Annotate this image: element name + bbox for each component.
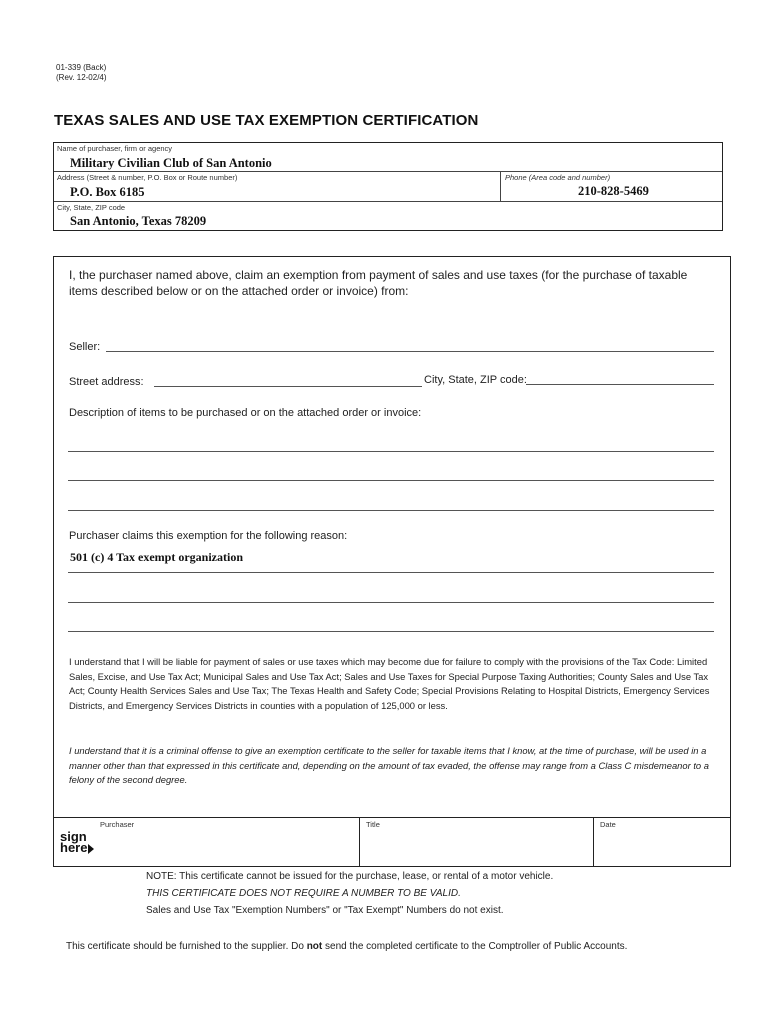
phone-label: Phone (Area code and number) <box>505 173 611 182</box>
reason-line-2[interactable] <box>68 602 714 603</box>
city-label: City, State, ZIP code <box>57 203 126 212</box>
date-label: Date <box>600 820 616 829</box>
here-word-row <box>60 842 94 854</box>
liability-statement: I understand that I will be liable for payment of sales or use taxes which may become due for failure to comply with the provisions of the Tax Code: Limited Sales, Excise, and Use Tax Act; Municipal Sales and Use Tax Act; Sales and Use Taxes for Special Purpose Taxing Authorities; County Sales and Use Tax Act; County Health Services Sales and Use Tax; The Texas Health and Safety Code; Special Provisions Relating to Hospital Districts, Emergency Services Districts, and Emergency Services Districts in counties with a population of 125,000 or less. <box>69 656 710 711</box>
exemption-claim-box <box>53 256 731 867</box>
title-label: Title <box>366 820 380 829</box>
reason-field[interactable]: 501 (c) 4 Tax exempt organization <box>70 550 243 564</box>
purchaser-name-label: Name of purchaser, firm or agency <box>57 144 173 153</box>
footer-instruction <box>66 941 627 952</box>
reason-label: Purchaser claims this exemption for the following reason: <box>69 530 348 542</box>
description-label: Description of items to be purchased or on the attached order or invoice: <box>69 407 422 419</box>
here-word: here <box>60 840 88 855</box>
purchaser-info-box <box>53 142 723 231</box>
street-address-label: Street address: <box>69 376 144 388</box>
form-number-block <box>56 63 107 83</box>
description-line-1[interactable] <box>68 451 714 452</box>
address-field[interactable]: P.O. Box 6185 <box>70 185 145 199</box>
purchaser-signature-label: Purchaser <box>100 820 135 829</box>
seller-city-input-line[interactable] <box>526 384 714 385</box>
note-no-number: THIS CERTIFICATE DOES NOT REQUIRE A NUMBER TO BE VALID. <box>146 888 461 899</box>
purchaser-name-row <box>54 143 722 172</box>
city-field[interactable]: San Antonio, Texas 78209 <box>70 214 207 228</box>
sign-word: sign <box>60 829 87 844</box>
description-line-3[interactable] <box>68 510 714 511</box>
footer-bold-not: not <box>306 941 323 952</box>
form-number: 01-339 (Back) <box>56 63 107 72</box>
note-exemption-numbers: Sales and Use Tax "Exemption Numbers" or "Tax Exempt" Numbers do not exist. <box>146 905 504 916</box>
purchaser-name-field[interactable]: Military Civilian Club of San Antonio <box>70 156 272 170</box>
phone-field[interactable]: 210-828-5469 <box>578 184 649 198</box>
seller-city-label: City, State, ZIP code: <box>424 374 527 386</box>
criminal-offense-statement: I understand that it is a criminal offense to give an exemption certificate to the seller for taxable items that I know, at the time of purchase, will be used in a manner other than that expressed in this certificate and, depending on the amount of tax evaded, the offense may range from a Class C misdemeanor to a felony of the second degree. <box>69 745 709 786</box>
note-block <box>146 868 553 919</box>
street-address-input-line[interactable] <box>154 386 422 387</box>
seller-input-line[interactable] <box>106 351 714 352</box>
footer-part-2: send the completed certificate to the Comptroller of Public Accounts. <box>322 941 628 952</box>
purchaser-address-row <box>54 172 722 202</box>
purchaser-city-row <box>54 202 722 230</box>
form-revision: (Rev. 12-02/4) <box>56 73 107 82</box>
reason-line-3[interactable] <box>68 631 714 632</box>
note-motor-vehicle: NOTE: This certificate cannot be issued for the purchase, lease, or rental of a motor vehicle. <box>146 871 554 882</box>
address-label: Address (Street & number, P.O. Box or Route number) <box>57 173 238 182</box>
date-field[interactable] <box>594 817 730 865</box>
footer-part-1: This certificate should be furnished to the supplier. Do <box>66 941 307 952</box>
seller-label: Seller: <box>69 341 101 353</box>
phone-divider <box>500 172 501 202</box>
page-title: TEXAS SALES AND USE TAX EXEMPTION CERTIFICATION <box>54 112 479 129</box>
purchaser-signature-field[interactable] <box>92 817 358 865</box>
reason-line-1 <box>68 572 714 573</box>
description-line-2[interactable] <box>68 480 714 481</box>
title-field[interactable] <box>360 817 592 865</box>
claim-intro: I, the purchaser named above, claim an exemption from payment of sales and use taxes (for the purchase of taxable items described below or on the attached order or invoice) from: <box>69 268 688 298</box>
sign-here-marker <box>60 831 94 854</box>
